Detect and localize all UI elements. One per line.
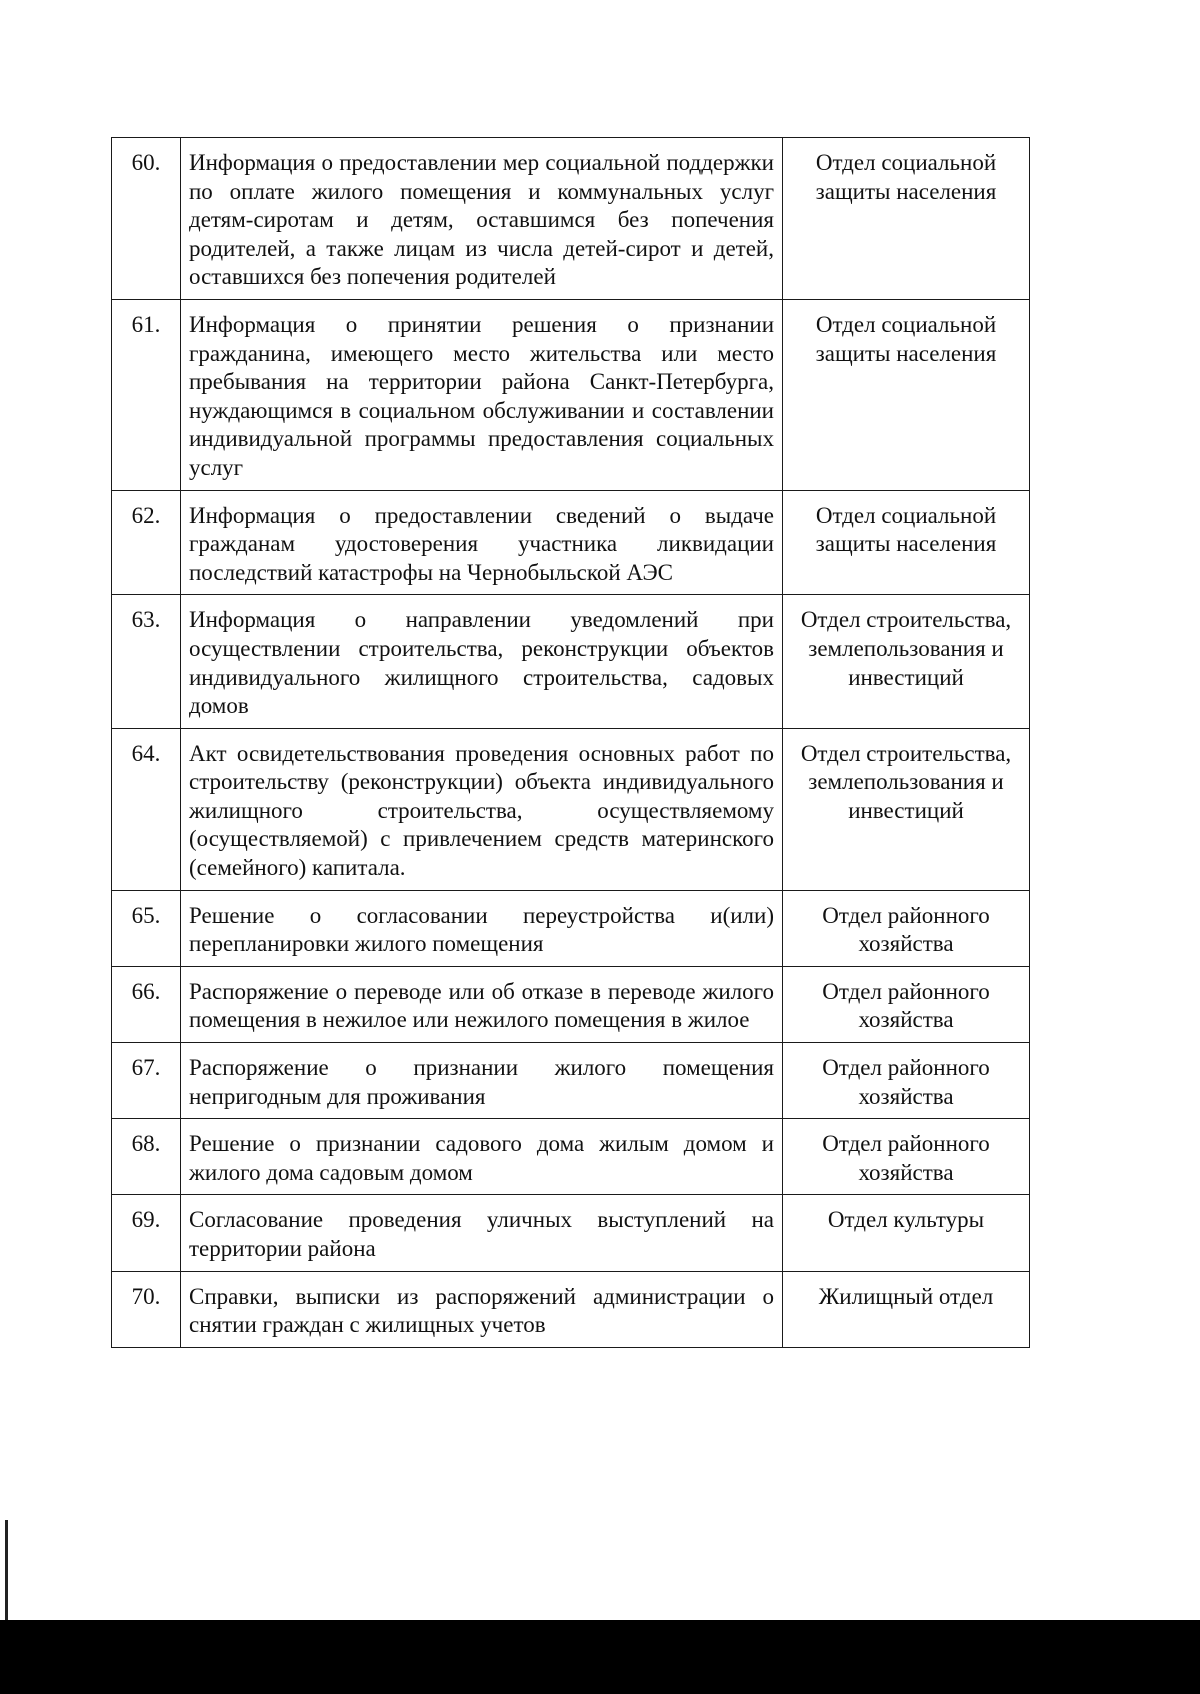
table-row — [112, 1043, 1030, 1119]
row-number: 69. — [112, 1195, 181, 1271]
table-row — [112, 1271, 1030, 1347]
row-number: 61. — [112, 299, 181, 490]
row-description: Решение о согласовании переустройства и(или) перепланировки жилого помещения — [181, 890, 783, 966]
row-number: 60. — [112, 138, 181, 300]
scan-edge-line — [5, 1520, 8, 1620]
row-department: Отдел строительства, землепользования и инвестиций — [783, 595, 1030, 728]
table-row — [112, 1195, 1030, 1271]
row-description: Информация о предоставлении сведений о выдаче гражданам удостоверения участника ликвидации последствий катастрофы на Чернобыльской АЭС — [181, 490, 783, 595]
row-number: 64. — [112, 728, 181, 890]
row-department: Жилищный отдел — [783, 1271, 1030, 1347]
row-number: 70. — [112, 1271, 181, 1347]
row-description: Распоряжение о признании жилого помещения непригодным для проживания — [181, 1043, 783, 1119]
table-row — [112, 299, 1030, 490]
row-description: Согласование проведения уличных выступлений на территории района — [181, 1195, 783, 1271]
row-department: Отдел социальной защиты населения — [783, 299, 1030, 490]
table-row — [112, 1119, 1030, 1195]
table-row — [112, 728, 1030, 890]
row-description: Информация о принятии решения о признании гражданина, имеющего место жительства или место пребывания на территории района Санкт-Петербурга, нуждающимся в социальном обслуживании и составлении индивидуальной программы предоставления социальных услуг — [181, 299, 783, 490]
row-description: Информация о предоставлении мер социальной поддержки по оплате жилого помещения и коммунальных услуг детям-сиротам и детям, оставшимся без попечения родителей, а также лицам из числа детей-сирот и детей, оставшихся без попечения родителей — [181, 138, 783, 300]
row-number: 65. — [112, 890, 181, 966]
row-department: Отдел культуры — [783, 1195, 1030, 1271]
row-description: Распоряжение о переводе или об отказе в переводе жилого помещения в нежилое или нежилого помещения в жилое — [181, 966, 783, 1042]
row-department: Отдел районного хозяйства — [783, 1119, 1030, 1195]
scan-bottom-band — [0, 1620, 1200, 1694]
row-number: 68. — [112, 1119, 181, 1195]
row-number: 66. — [112, 966, 181, 1042]
row-number: 67. — [112, 1043, 181, 1119]
row-department: Отдел районного хозяйства — [783, 1043, 1030, 1119]
row-department: Отдел социальной защиты населения — [783, 138, 1030, 300]
services-table — [111, 137, 1030, 1348]
table-body — [112, 138, 1030, 1348]
table-row — [112, 138, 1030, 300]
row-department: Отдел строительства, землепользования и инвестиций — [783, 728, 1030, 890]
row-description: Информация о направлении уведомлений при осуществлении строительства, реконструкции объектов индивидуального жилищного строительства, садовых домов — [181, 595, 783, 728]
table-row — [112, 595, 1030, 728]
row-number: 62. — [112, 490, 181, 595]
table-row — [112, 890, 1030, 966]
row-description: Решение о признании садового дома жилым домом и жилого дома садовым домом — [181, 1119, 783, 1195]
row-description: Справки, выписки из распоряжений администрации о снятии граждан с жилищных учетов — [181, 1271, 783, 1347]
row-department: Отдел социальной защиты населения — [783, 490, 1030, 595]
table-row — [112, 966, 1030, 1042]
row-department: Отдел районного хозяйства — [783, 966, 1030, 1042]
table-row — [112, 490, 1030, 595]
row-department: Отдел районного хозяйства — [783, 890, 1030, 966]
row-description: Акт освидетельствования проведения основных работ по строительству (реконструкции) объекта индивидуального жилищного строительства, осуществляемому (осуществляемой) с привлечением средств материнского (семейного) капитала. — [181, 728, 783, 890]
row-number: 63. — [112, 595, 181, 728]
